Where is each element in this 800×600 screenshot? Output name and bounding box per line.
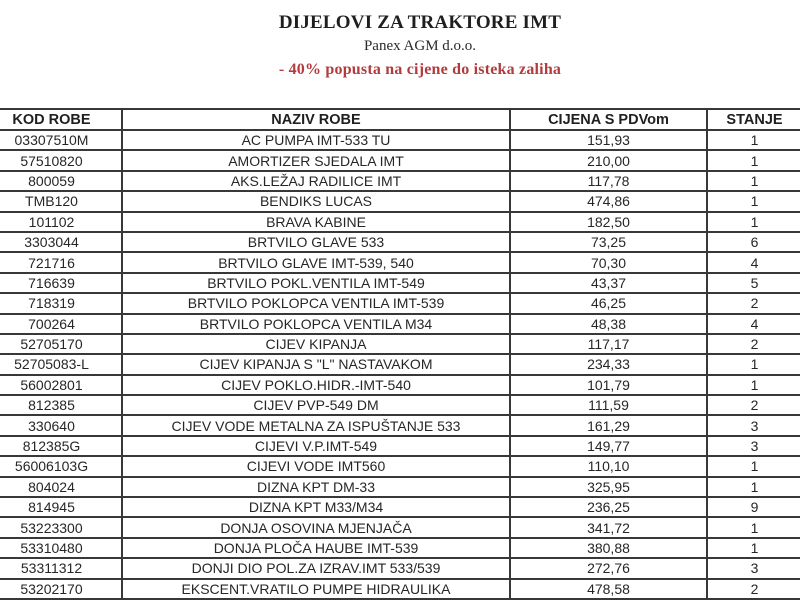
part-code-cell: 804024	[0, 477, 122, 497]
part-code-cell: 812385	[0, 395, 122, 415]
part-price-cell: 236,25	[510, 497, 707, 517]
col-header-price: CIJENA S PDVom	[510, 109, 707, 130]
table-row	[0, 436, 800, 456]
part-name-cell: CIJEVI V.P.IMT-549	[122, 436, 510, 456]
part-stock-cell: 5	[707, 273, 800, 293]
part-code-cell: 700264	[0, 314, 122, 334]
part-name-cell: BRTVILO POKLOPCA VENTILA M34	[122, 314, 510, 334]
part-price-cell: 46,25	[510, 293, 707, 313]
part-price-cell: 151,93	[510, 130, 707, 150]
part-code-cell: 330640	[0, 415, 122, 435]
table-row	[0, 171, 800, 191]
document-header	[40, 10, 800, 82]
table-row	[0, 252, 800, 272]
part-code-cell: 03307510M	[0, 130, 122, 150]
part-stock-cell: 1	[707, 212, 800, 232]
table-row	[0, 579, 800, 599]
part-code-cell: 814945	[0, 497, 122, 517]
part-name-cell: DIZNA KPT DM-33	[122, 477, 510, 497]
part-stock-cell: 1	[707, 456, 800, 476]
part-code-cell: 53310480	[0, 538, 122, 558]
part-name-cell: AMORTIZER SJEDALA IMT	[122, 150, 510, 170]
part-price-cell: 272,76	[510, 558, 707, 578]
table-row	[0, 191, 800, 211]
part-stock-cell: 1	[707, 150, 800, 170]
company-name: Panex AGM d.o.o.	[363, 38, 477, 54]
part-stock-cell: 6	[707, 232, 800, 252]
part-code-cell: 53202170	[0, 579, 122, 599]
discount-notice: - 40% popusta na cijene do isteka zaliha	[278, 61, 562, 78]
part-code-cell: 716639	[0, 273, 122, 293]
part-code-cell: 3303044	[0, 232, 122, 252]
table-row	[0, 395, 800, 415]
table-row	[0, 477, 800, 497]
part-name-cell: CIJEV VODE METALNA ZA ISPUŠTANJE 533	[122, 415, 510, 435]
parts-table	[0, 108, 800, 600]
part-price-cell: 478,58	[510, 579, 707, 599]
part-code-cell: 53223300	[0, 517, 122, 537]
part-stock-cell: 1	[707, 191, 800, 211]
part-price-cell: 234,33	[510, 354, 707, 374]
part-stock-cell: 4	[707, 252, 800, 272]
part-name-cell: DONJA PLOČA HAUBE IMT-539	[122, 538, 510, 558]
part-price-cell: 73,25	[510, 232, 707, 252]
part-stock-cell: 3	[707, 436, 800, 456]
part-price-cell: 111,59	[510, 395, 707, 415]
part-code-cell: 812385G	[0, 436, 122, 456]
part-name-cell: EKSCENT.VRATILO PUMPE HIDRAULIKA	[122, 579, 510, 599]
part-name-cell: BRAVA KABINE	[122, 212, 510, 232]
table-row	[0, 456, 800, 476]
part-name-cell: CIJEVI VODE IMT560	[122, 456, 510, 476]
part-name-cell: CIJEV PVP-549 DM	[122, 395, 510, 415]
part-price-cell: 101,79	[510, 375, 707, 395]
table-row	[0, 375, 800, 395]
table-row	[0, 334, 800, 354]
part-code-cell: 721716	[0, 252, 122, 272]
part-price-cell: 149,77	[510, 436, 707, 456]
part-stock-cell: 1	[707, 477, 800, 497]
table-row	[0, 497, 800, 517]
part-stock-cell: 2	[707, 334, 800, 354]
part-code-cell: 101102	[0, 212, 122, 232]
part-name-cell: CIJEV POKLO.HIDR.-IMT-540	[122, 375, 510, 395]
part-stock-cell: 9	[707, 497, 800, 517]
table-row	[0, 558, 800, 578]
table-row	[0, 273, 800, 293]
part-price-cell: 43,37	[510, 273, 707, 293]
table-row	[0, 130, 800, 150]
part-name-cell: CIJEV KIPANJA	[122, 334, 510, 354]
table-row	[0, 212, 800, 232]
part-name-cell: BRTVILO POKL.VENTILA IMT-549	[122, 273, 510, 293]
part-stock-cell: 1	[707, 130, 800, 150]
part-name-cell: BRTVILO POKLOPCA VENTILA IMT-539	[122, 293, 510, 313]
part-price-cell: 210,00	[510, 150, 707, 170]
table-row	[0, 538, 800, 558]
col-header-stock: STANJE	[707, 109, 800, 130]
part-name-cell: DIZNA KPT M33/M34	[122, 497, 510, 517]
part-code-cell: 52705083-L	[0, 354, 122, 374]
part-stock-cell: 2	[707, 579, 800, 599]
part-code-cell: 52705170	[0, 334, 122, 354]
part-name-cell: AKS.LEŽAJ RADILICE IMT	[122, 171, 510, 191]
part-name-cell: BENDIKS LUCAS	[122, 191, 510, 211]
part-price-cell: 110,10	[510, 456, 707, 476]
part-stock-cell: 1	[707, 354, 800, 374]
table-row	[0, 415, 800, 435]
part-code-cell: 800059	[0, 171, 122, 191]
table-row	[0, 314, 800, 334]
col-header-code: KOD ROBE	[0, 109, 122, 130]
table-row	[0, 232, 800, 252]
part-stock-cell: 2	[707, 395, 800, 415]
part-name-cell: AC PUMPA IMT-533 TU	[122, 130, 510, 150]
part-name-cell: DONJI DIO POL.ZA IZRAV.IMT 533/539	[122, 558, 510, 578]
part-stock-cell: 1	[707, 517, 800, 537]
part-stock-cell: 1	[707, 538, 800, 558]
part-code-cell: TMB120	[0, 191, 122, 211]
part-price-cell: 161,29	[510, 415, 707, 435]
part-price-cell: 48,38	[510, 314, 707, 334]
table-header-row	[0, 109, 800, 130]
part-stock-cell: 2	[707, 293, 800, 313]
part-price-cell: 117,17	[510, 334, 707, 354]
part-name-cell: CIJEV KIPANJA S "L" NASTAVAKOM	[122, 354, 510, 374]
part-stock-cell: 4	[707, 314, 800, 334]
col-header-name: NAZIV ROBE	[122, 109, 510, 130]
part-stock-cell: 3	[707, 558, 800, 578]
part-price-cell: 474,86	[510, 191, 707, 211]
part-stock-cell: 3	[707, 415, 800, 435]
part-name-cell: DONJA OSOVINA MJENJAČA	[122, 517, 510, 537]
part-code-cell: 56002801	[0, 375, 122, 395]
part-price-cell: 70,30	[510, 252, 707, 272]
part-code-cell: 718319	[0, 293, 122, 313]
part-name-cell: BRTVILO GLAVE IMT-539, 540	[122, 252, 510, 272]
part-code-cell: 57510820	[0, 150, 122, 170]
parts-table-body	[0, 130, 800, 599]
part-price-cell: 380,88	[510, 538, 707, 558]
table-row	[0, 517, 800, 537]
part-name-cell: BRTVILO GLAVE 533	[122, 232, 510, 252]
part-price-cell: 341,72	[510, 517, 707, 537]
table-row	[0, 150, 800, 170]
table-row	[0, 293, 800, 313]
part-price-cell: 325,95	[510, 477, 707, 497]
table-row	[0, 354, 800, 374]
part-price-cell: 182,50	[510, 212, 707, 232]
part-stock-cell: 1	[707, 171, 800, 191]
part-stock-cell: 1	[707, 375, 800, 395]
part-code-cell: 56006103G	[0, 456, 122, 476]
part-price-cell: 117,78	[510, 171, 707, 191]
part-code-cell: 53311312	[0, 558, 122, 578]
document-title: DIJELOVI ZA TRAKTORE IMT	[278, 12, 562, 33]
